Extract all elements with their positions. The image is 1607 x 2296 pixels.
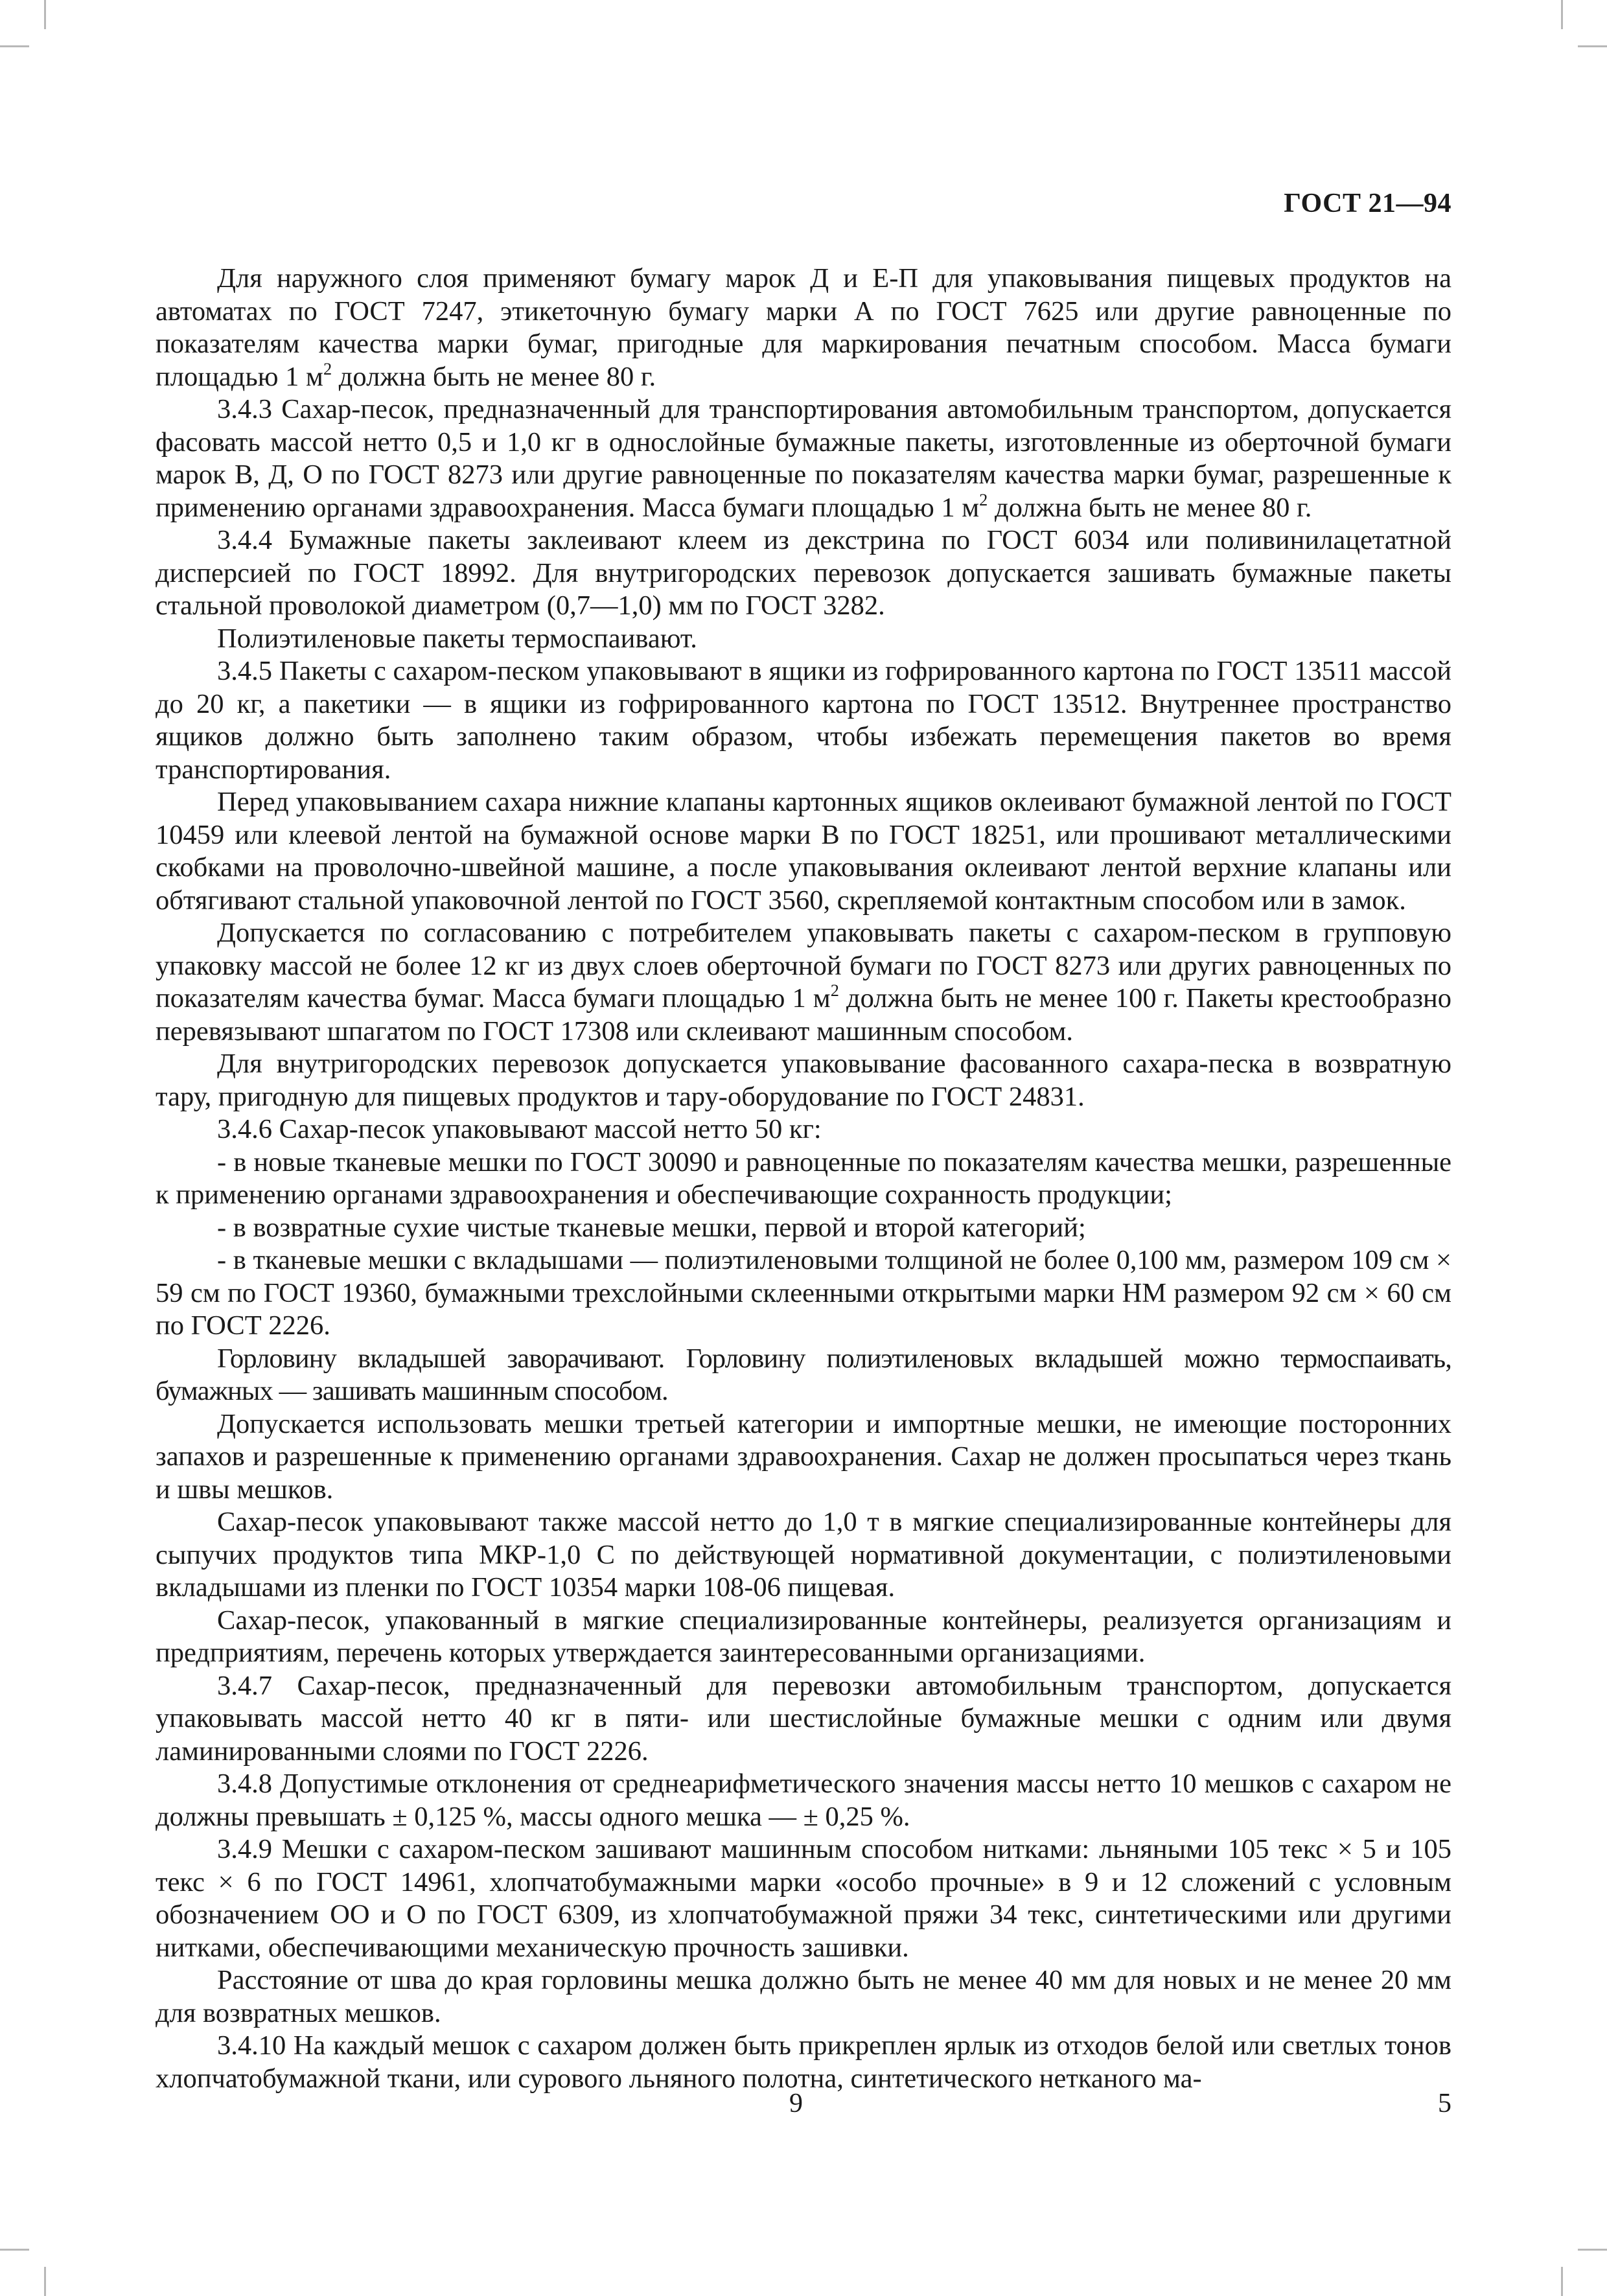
- paragraph: Для внутригородских перевозок допускается упаковывание фасованного сахара-песка в возвратную тару, пригодную для пищевых продуктов и тару-оборудование по ГОСТ 24831.: [156, 1049, 1451, 1112]
- paragraph: 3.4.4 Бумажные пакеты заклеивают клеем из декстрина по ГОСТ 6034 или поливинилацетатной дисперсией по ГОСТ 18992. Для внутригородских перевозок допускается зашивать бумажные пакеты стальной проволокой диаметром (0,7—1,0) мм по ГОСТ 3282.: [156, 525, 1451, 621]
- paragraph: Горловину вкладышей заворачивают. Горловину полиэтиленовых вкладышей можно термоспаивать, бумажных — зашивать машинным способом.: [156, 1343, 1451, 1406]
- page-number-right: 5: [1438, 2089, 1451, 2118]
- crop-mark-bottom-left-h: [0, 2249, 29, 2251]
- paragraph: 3.4.3 Сахар-песок, предназначенный для транспортирования автомобильным транспортом, допускается фасовать массой нетто 0,5 и 1,0 кг в однослойные бумажные пакеты, изготовленные из оберточной бумаги марок В, Д, О по ГОСТ 8273 или другие равноценные по показателям качества марки бумаг, разрешенные к применению органами здравоохранения. Масса бумаги площадью 1 $м^2$ должна быть не менее 80 г.: [156, 394, 1451, 523]
- paragraph: 3.4.9 Мешки с сахаром-песком зашивают машинным способом нитками: льняными 105 текс × 5 и 105 текс × 6 по ГОСТ 14961, хлопчатобумажными марки «особо прочные» в 9 и 12 сложений с условным обозначением ОО и О по ГОСТ 6309, из хлопчатобумажной пряжи 34 текс, синтетическими или другими нитками, обеспечивающими механическую прочность зашивки.: [156, 1834, 1451, 1963]
- paragraph: - в новые тканевые мешки по ГОСТ 30090 и равноценные по показателям качества мешки, разрешенные к применению органами здравоохранения и обеспечивающие сохранность продукции;: [156, 1146, 1451, 1210]
- paragraph: Сахар-песок, упакованный в мягкие специализированные контейнеры, реализуется организациям и предприятиям, перечень которых утверждается заинтересованными организациями.: [156, 1605, 1451, 1668]
- crop-mark-bottom-right: [1561, 2267, 1563, 2296]
- paragraph: Сахар-песок упаковывают также массой нетто до 1,0 т в мягкие специализированные контейнеры для сыпучих продуктов типа МКР-1,0 С по действующей нормативной документации, с полиэтиленовыми вкладышами из пленки по ГОСТ 10354 марки 108-06 пищевая.: [156, 1507, 1451, 1603]
- standard-code-header: ГОСТ 21—94: [1284, 189, 1451, 218]
- paragraph: Допускается по согласованию с потребителем упаковывать пакеты с сахаром-песком в групповую упаковку массой не более 12 кг из двух слоев оберточной бумаги по ГОСТ 8273 или других равноценных по показателям качества бумаг. Масса бумаги площадью 1 $м^2$ должна быть не менее 100 г. Пакеты крестообразно перевязывают шпагатом по ГОСТ 17308 или склеивают машинным способом.: [156, 918, 1451, 1047]
- paragraph: Полиэтиленовые пакеты термоспаивают.: [217, 623, 697, 654]
- crop-mark-top-left-h: [0, 45, 29, 47]
- paragraph: 3.4.5 Пакеты с сахаром-песком упаковывают в ящики из гофрированного картона по ГОСТ 13511 массой до 20 кг, а пакетики — в ящики из гофрированного картона по ГОСТ 13512. Внутреннее пространство ящиков должно быть заполнено таким образом, чтобы избежать перемещения пакетов во время транспортирования.: [156, 656, 1451, 785]
- crop-mark-top-right: [1561, 0, 1563, 29]
- crop-mark-bottom-right-h: [1578, 2249, 1607, 2251]
- paragraph: Перед упаковыванием сахара нижние клапаны картонных ящиков оклеивают бумажной лентой по ГОСТ 10459 или клеевой лентой на бумажной основе марки В по ГОСТ 18251, или прошивают металлическими скобками на проволочно-швейной машине, а после упаковывания оклеивают лентой верхние клапаны или обтягивают стальной упаковочной лентой по ГОСТ 3560, скрепляемой контактным способом или в замок.: [156, 787, 1451, 916]
- paragraph: 3.4.6 Сахар-песок упаковывают массой нетто 50 кг:: [217, 1114, 822, 1144]
- crop-mark-top-left: [44, 0, 46, 29]
- paragraph: 3.4.8 Допустимые отклонения от среднеарифметического значения массы нетто 10 мешков с сахаром не должны превышать ± 0,125 %, массы одного мешка — ± 0,25 %.: [156, 1768, 1451, 1832]
- paragraph: Для наружного слоя применяют бумагу марок Д и Е-П для упаковывания пищевых продуктов на автоматах по ГОСТ 7247, этикеточную бумагу марки А по ГОСТ 7625 или другие равноценные по показателям качества марки бумаг, пригодные для маркирования печатным способом. Масса бумаги площадью 1 $м^2$ должна быть не менее 80 г.: [156, 263, 1451, 392]
- paragraph: Допускается использовать мешки третьей категории и импортные мешки, не имеющие посторонних запахов и разрешенные к применению органами здравоохранения. Сахар не должен просыпаться через ткань и швы мешков.: [156, 1408, 1451, 1505]
- paragraph: 3.4.7 Сахар-песок, предназначенный для перевозки автомобильным транспортом, допускается упаковывать массой нетто 40 кг в пяти- или шестислойные бумажные мешки с одним или двумя ламинированными слоями по ГОСТ 2226.: [156, 1670, 1451, 1767]
- crop-mark-top-right-h: [1578, 45, 1607, 47]
- document-body: [156, 262, 1451, 2095]
- paragraph: - в возвратные сухие чистые тканевые мешки, первой и второй категорий;: [217, 1212, 1086, 1243]
- paragraph: Расстояние от шва до края горловины мешка должно быть не менее 40 мм для новых и не менее 20 мм для возвратных мешков.: [156, 1965, 1451, 2028]
- paragraph: 3.4.10 На каждый мешок с сахаром должен быть прикреплен ярлык из отходов белой или светлых тонов хлопчатобумажной ткани, или сурового льняного полотна, синтетического нетканого ма-: [156, 2030, 1451, 2094]
- crop-mark-bottom-left: [44, 2267, 46, 2296]
- page-number-center: 9: [789, 2089, 803, 2118]
- paragraph: - в тканевые мешки с вкладышами — полиэтиленовыми толщиной не более 0,100 мм, размером 109 см × 59 см по ГОСТ 19360, бумажными трехслойными склеенными открытыми марки НМ размером 92 см × 60 см по ГОСТ 2226.: [156, 1245, 1451, 1341]
